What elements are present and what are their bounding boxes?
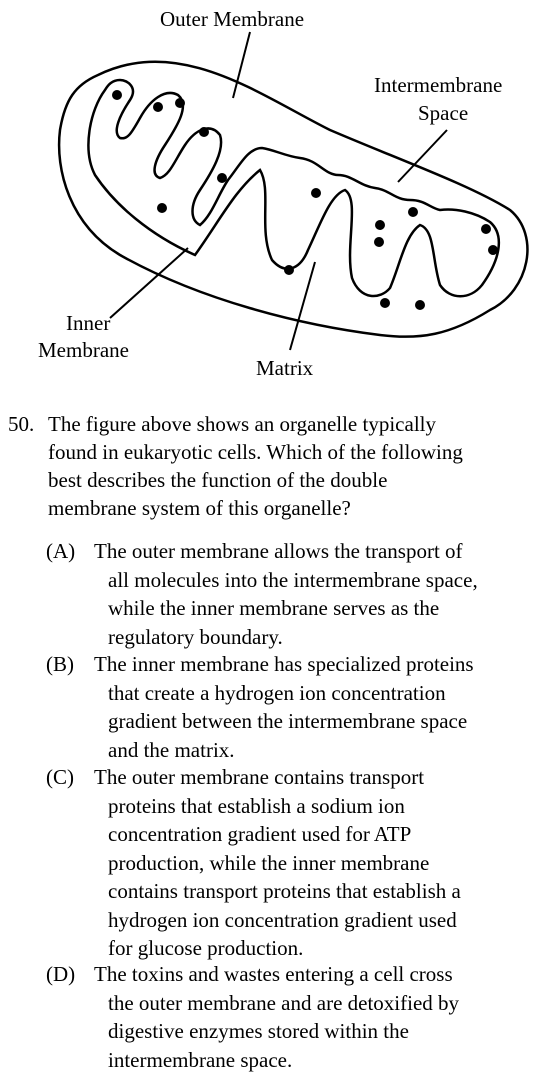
option-letter: (B): [46, 652, 74, 676]
particle-dot: [284, 265, 294, 275]
particle-dot: [199, 127, 209, 137]
option-letter: (A): [46, 539, 76, 563]
stem-line: The figure above shows an organelle typically: [48, 412, 436, 436]
stem-line: membrane system of this organelle?: [48, 496, 351, 520]
mitochondrion-figure: [0, 0, 557, 400]
option-line: The outer membrane allows the transport of: [94, 539, 463, 563]
particle-dot: [481, 224, 491, 234]
stem-line: best describes the function of the double: [48, 468, 388, 492]
option-line: the outer membrane and are detoxified by: [108, 990, 460, 1015]
question-stem: [48, 410, 548, 522]
option-line: intermembrane space.: [108, 1047, 293, 1072]
option-line: all molecules into the intermembrane space,: [108, 567, 478, 592]
particle-dot: [408, 207, 418, 217]
option-line: The toxins and wastes entering a cell cross: [94, 962, 453, 986]
particle-dot: [488, 245, 498, 255]
option-line: The outer membrane contains transport: [94, 765, 425, 789]
option-line: and the matrix.: [108, 737, 235, 762]
leader-line-outer: [233, 32, 250, 98]
option-line: that create a hydrogen ion concentration: [108, 680, 446, 705]
option-line: hydrogen ion concentration gradient used: [108, 907, 457, 932]
option-letter: (D): [46, 962, 76, 986]
label-matrix: Matrix: [256, 356, 314, 380]
particle-dot: [311, 188, 321, 198]
particle-dot: [217, 173, 227, 183]
option-line: while the inner membrane serves as the: [108, 596, 440, 620]
label-inner: Inner: [66, 311, 111, 335]
particle-dot: [112, 90, 122, 100]
particle-dot: [157, 203, 167, 213]
option-line: The inner membrane has specialized proteins: [94, 652, 474, 676]
label-space: Space: [418, 101, 469, 125]
option-line: contains transport proteins that establish a: [108, 879, 461, 903]
option-letter: (C): [46, 765, 74, 789]
label-membrane: Membrane: [38, 338, 129, 362]
option-line: concentration gradient used for ATP: [108, 822, 412, 846]
particle-dot: [380, 298, 390, 308]
leader-line-matrix: [290, 262, 315, 350]
label-outer-membrane: Outer Membrane: [160, 7, 305, 31]
question-number: 50.: [8, 412, 35, 436]
option-line: digestive enzymes stored within the: [108, 1019, 409, 1043]
particle-dot: [153, 102, 163, 112]
stem-line: found in eukaryotic cells. Which of the following: [48, 440, 463, 464]
option-line: regulatory boundary.: [108, 624, 283, 649]
particle-dot: [375, 220, 385, 230]
option-line: production, while the inner membrane: [108, 850, 430, 875]
option-line: for glucose production.: [108, 936, 304, 960]
particle-dot: [175, 98, 185, 108]
particle-dot: [374, 237, 384, 247]
option-line: proteins that establish a sodium ion: [108, 793, 405, 818]
option-line: gradient between the intermembrane space: [108, 709, 468, 733]
particle-dot: [415, 300, 425, 310]
label-intermembrane: Intermembrane: [374, 73, 503, 97]
